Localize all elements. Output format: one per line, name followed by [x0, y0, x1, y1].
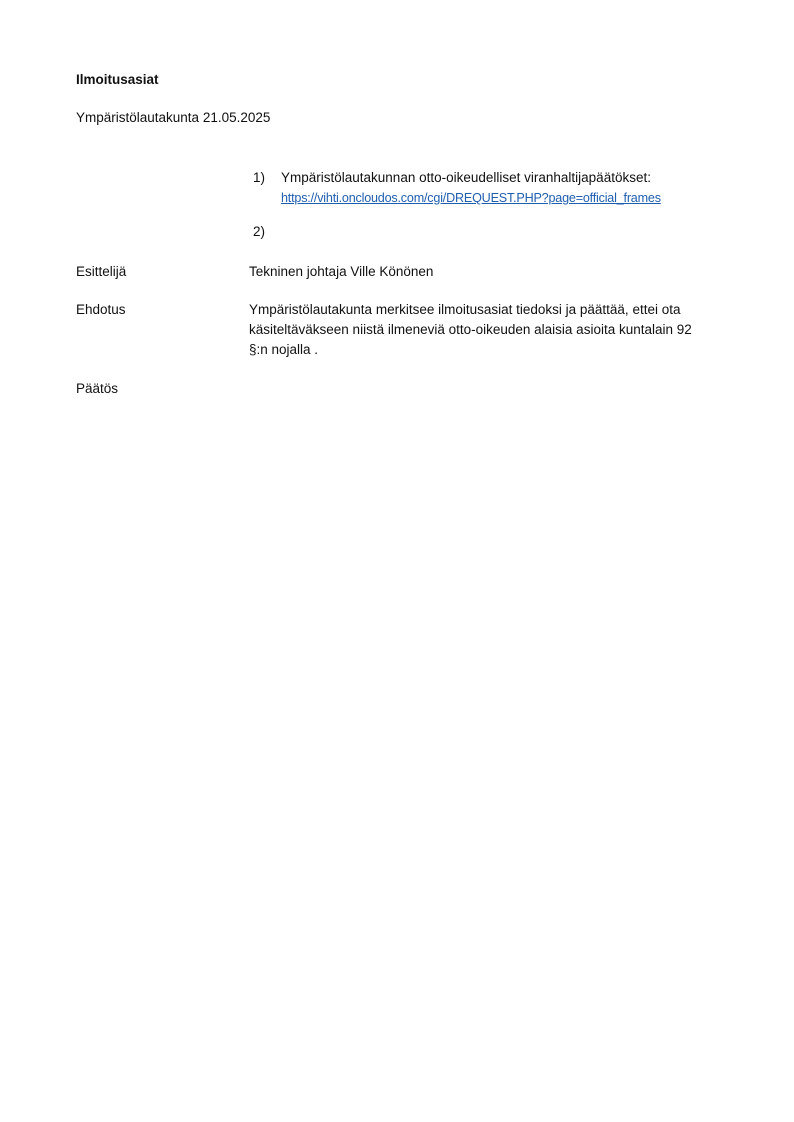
meeting-info: Ympäristölautakunta 21.05.2025 [76, 110, 271, 125]
proposal-label: Ehdotus [76, 302, 126, 317]
decision-label: Päätös [76, 381, 119, 396]
item-1-text: Ympäristölautakunnan otto-oikeudelliset viranhaltijapäätökset: [281, 170, 651, 185]
presenter-value: Tekninen johtaja Ville Könönen [249, 264, 434, 279]
proposal-text [249, 300, 739, 360]
proposal-line-3: §:n nojalla . [249, 342, 319, 357]
item-number-1: 1) [253, 170, 266, 185]
proposal-line-2: käsiteltäväkseen niistä ilmeneviä otto-oikeuden alaisia asioita kuntalain 92 [249, 322, 692, 337]
presenter-label: Esittelijä [76, 264, 127, 279]
item-1-link[interactable]: https://vihti.oncloudos.com/cgi/DREQUEST.PHP?page=official_frames [281, 191, 661, 205]
proposal-line-1: Ympäristölautakunta merkitsee ilmoitusasiat tiedoksi ja päättää, ettei ota [249, 302, 681, 317]
item-1 [281, 168, 661, 208]
document-title: Ilmoitusasiat [76, 72, 159, 87]
item-number-2: 2) [253, 224, 266, 239]
